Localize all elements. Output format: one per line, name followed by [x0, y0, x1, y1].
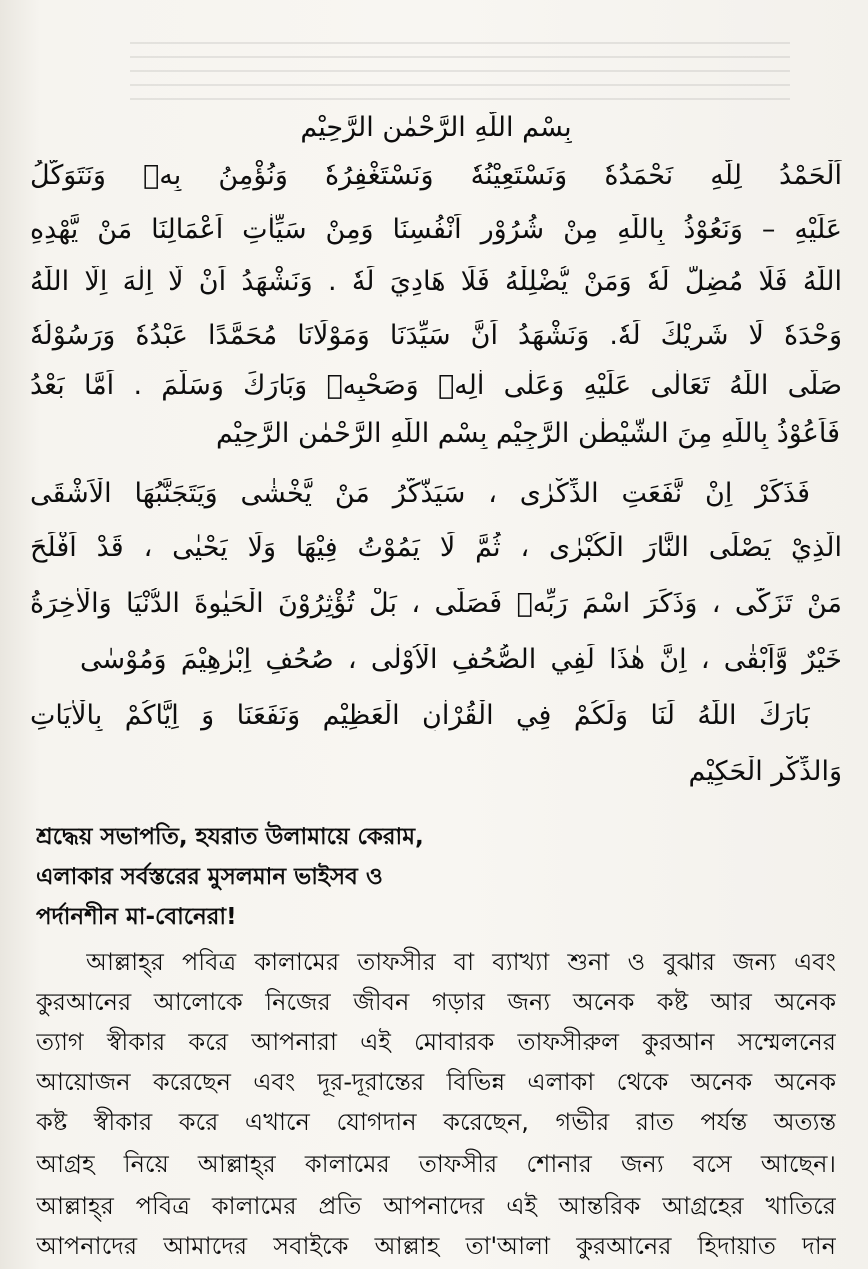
khutbah-line: صَلَّى اللّٰهُ تَعَالٰى عَلَيْهِ وَعَلٰى اٰلِهٖ وَصَحْبِهٖ وَبَارَكَ وَسَلَّمَ . اَمَّا بَعْدُ — [30, 370, 842, 401]
khutbah-line: فَاَعُوْذُ بِاللّٰهِ مِنَ الشَّيْطٰنِ الرَّجِيْمِ بِسْمِ اللّٰهِ الرَّحْمٰنِ الرَّحِيْمِ — [216, 418, 840, 449]
paragraph-line: আপনাদের আমাদের সবাইকে আল্লাহ তা'আলা কুরআনের হিদায়াত দান — [36, 1232, 836, 1260]
paragraph-line: আল্লাহ্‌র পবিত্র কালামের প্রতি আপনাদের এই আন্তরিক আগ্রহের খাতিরে — [36, 1192, 836, 1220]
paragraph-line: আগ্রহ নিয়ে আল্লাহ্‌র কালামের তাফসীর শোনার জন্য বসে আছেন। — [36, 1150, 836, 1178]
paragraph-line: ত্যাগ স্বীকার করে আপনারা এই মোবারক তাফসীরুল কুরআন সম্মেলনের — [36, 1028, 836, 1056]
khutbah-line: اَلْحَمْدُ لِلّٰهِ نَحْمَدُهٗ وَنَسْتَعِيْنُهٗ وَنَسْتَغْفِرُهٗ وَنُؤْمِنُ بِهٖ وَنَتَوَكَّلُ — [30, 160, 842, 191]
closing-dua-line: وَالذِّكْرِ الْحَكِيْمِ — [688, 756, 842, 787]
address-line: শ্রদ্ধেয় সভাপতি, হযরাত উলামায়ে কেরাম, — [36, 824, 424, 850]
closing-dua-line: بَارَكَ اللّٰهُ لَنَا وَلَكُمْ فِي الْقُرْاٰنِ الْعَظِيْمِ وَنَفَعَنَا وَ اِيَّاكُمْ بِالْاٰيَاتِ — [30, 700, 810, 731]
address-line: এলাকার সর্বস্তরের মুসলমান ভাইসব ও — [36, 864, 383, 890]
surah-line: مَنْ تَزَكّٰى ، وَذَكَرَ اسْمَ رَبِّهٖ فَصَلّٰى ، بَلْ تُؤْثِرُوْنَ الْحَيٰوةَ الدُّنْيَا وَالْاٰخِرَةُ — [30, 588, 842, 619]
paragraph-line: আয়োজন করেছেন এবং দূর-দূরান্তের বিভিন্ন এলাকা থেকে অনেক অনেক — [36, 1068, 836, 1096]
surah-line: الَّذِيْ يَصْلَى النَّارَ الْكُبْرٰى ، ثُمَّ لَا يَمُوْتُ فِيْهَا وَلَا يَحْيٰى ، قَدْ اَفْلَحَ — [30, 532, 842, 563]
paragraph-line: কষ্ট স্বীকার করে এখানে যোগদান করেছেন, গভীর রাত পর্যন্ত অত্যন্ত — [36, 1108, 836, 1136]
paragraph-line: কুরআনের আলোকে নিজের জীবন গড়ার জন্য অনেক কষ্ট আর অনেক — [36, 988, 836, 1016]
address-line: পর্দানশীন মা-বোনেরা! — [36, 904, 237, 930]
surah-line: خَيْرٌ وَّاَبْقٰى ، اِنَّ هٰذَا لَفِي الصُّحُفِ الْاُوْلٰى ، صُحُفِ اِبْرٰهِيْمَ وَمُوْسٰى — [80, 644, 842, 675]
khutbah-line: عَلَيْهِ – وَنَعُوْذُ بِاللّٰهِ مِنْ شُرُوْرِ اَنْفُسِنَا وَمِنْ سَيِّاٰتِ اَعْمَالِنَا مَنْ يَّهْدِهِ — [30, 214, 842, 245]
bleed-through-text — [130, 40, 790, 100]
khutbah-line: اللّٰهُ فَلَا مُضِلَّ لَهٗ وَمَنْ يُّضْلِلْهُ فَلَا هَادِيَ لَهٗ . وَنَشْهَدُ اَنْ لَّا اِلٰهَ اِلَّا اللّٰهُ — [30, 266, 842, 297]
paragraph-line: আল্লাহ্‌র পবিত্র কালামের তাফসীর বা ব্যাখ্যা শুনা ও বুঝার জন্য এবং — [86, 948, 836, 976]
khutbah-line: وَحْدَهٗ لَا شَرِيْكَ لَهٗ. وَنَشْهَدُ اَنَّ سَيِّدَنَا وَمَوْلَانَا مُحَمَّدًا عَبْدُهٗ وَرَسُوْلُهٗ — [30, 320, 842, 351]
bismillah-heading: بِسْمِ اللّٰهِ الرَّحْمٰنِ الرَّحِيْمِ — [300, 112, 572, 143]
surah-line: فَذَكِّرْ اِنْ نَّفَعَتِ الذِّكْرٰى ، سَيَذَّكَّرُ مَنْ يَّخْشٰى وَيَتَجَنَّبُهَا الْاَشْقَى — [30, 478, 810, 509]
